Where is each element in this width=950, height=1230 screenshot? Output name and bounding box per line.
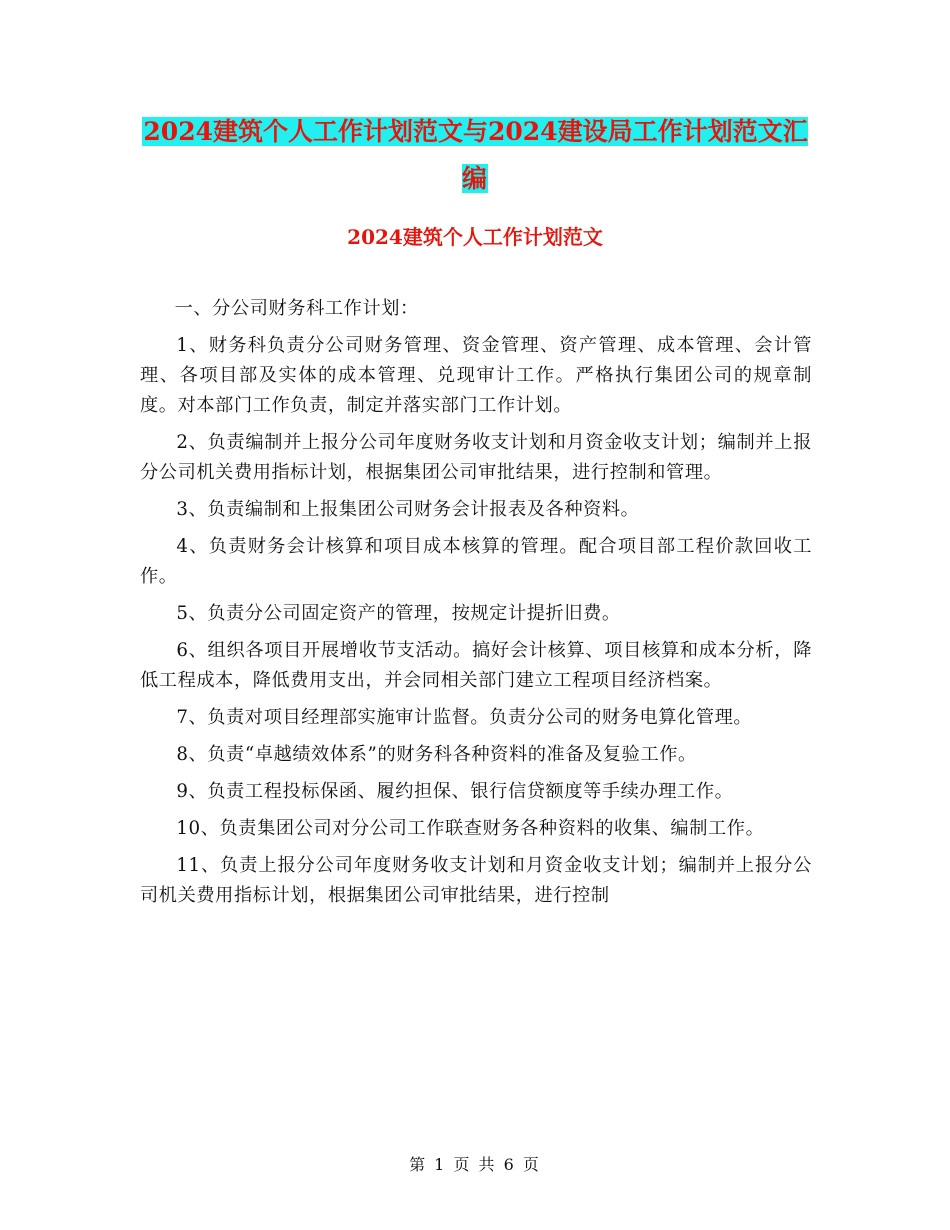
paragraph: 7、负责对项目经理部实施审计监督。负责分公司的财务电算化管理。 (176, 707, 753, 728)
document-body (140, 294, 812, 918)
paragraph: 8、负责“卓越绩效体系”的财务科各种资料的准备及复验工作。 (176, 744, 697, 765)
paragraph: 1、财务科负责分公司财务管理、资金管理、资产管理、成本管理、会计管理、各项目部及实体的成本管理、兑现审计工作。严格执行集团公司的规章制度。对本部门工作负责，制定并落实部门工作计划。 (140, 335, 812, 416)
paragraph: 5、负责分公司固定资产的管理，按规定计提折旧费。 (176, 603, 621, 624)
paragraph: 2、负责编制并上报分公司年度财务收支计划和月资金收支计划；编制并上报分公司机关费用指标计划，根据集团公司审批结果，进行控制和管理。 (140, 432, 812, 483)
paragraph: 4、负责财务会计核算和项目成本核算的管理。配合项目部工程价款回收工作。 (140, 536, 812, 587)
section-title: 2024建筑个人工作计划范文 (347, 225, 603, 249)
paragraph: 11、负责上报分公司年度财务收支计划和月资金收支计划；编制并上报分公司机关费用指标计划，根据集团公司审批结果，进行控制 (140, 855, 812, 906)
page-number-footer: 第 1 页 共 6 页 (409, 1155, 541, 1174)
paragraph: 10、负责集团公司对分公司工作联查财务各种资料的收集、编制工作。 (176, 818, 765, 839)
document-title (140, 108, 810, 202)
paragraph: 9、负责工程投标保函、履约担保、银行信贷额度等手续办理工作。 (176, 781, 734, 802)
paragraph: 6、组织各项目开展增收节支活动。搞好会计核算、项目核算和成本分析，降低工程成本，降低费用支出，并会同相关部门建立工程项目经济档案。 (140, 640, 812, 691)
document-title-text: 2024建筑个人工作计划范文与2024建设局工作计划范文汇编 (143, 117, 808, 193)
paragraph: 3、负责编制和上报集团公司财务会计报表及各种资料。 (176, 499, 640, 520)
paragraph: 一、分公司财务科工作计划： (174, 298, 419, 319)
